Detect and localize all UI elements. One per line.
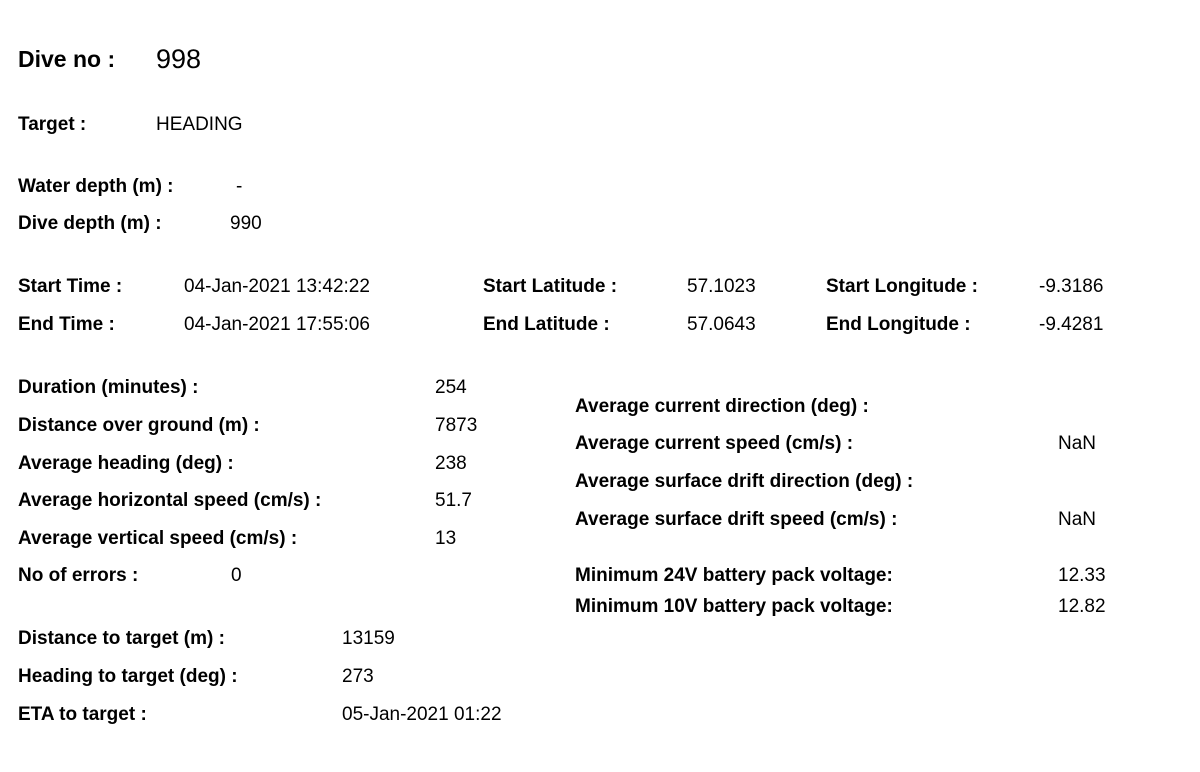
end-latitude-value: 57.0643: [687, 314, 756, 335]
average-heading-value: 238: [435, 453, 467, 474]
duration-value: 254: [435, 377, 467, 398]
dive-no-label: Dive no :: [18, 46, 116, 72]
min-24v-battery-value: 12.33: [1058, 565, 1106, 586]
start-time-label: Start Time :: [18, 276, 123, 297]
no-of-errors-value: 0: [231, 565, 242, 586]
start-longitude-value: -9.3186: [1039, 276, 1104, 297]
average-heading-label: Average heading (deg) :: [18, 453, 234, 474]
eta-to-target-value: 05-Jan-2021 01:22: [342, 704, 502, 725]
end-longitude-label: End Longitude :: [826, 314, 971, 335]
water-depth-value: -: [236, 176, 243, 197]
end-time-value: 04-Jan-2021 17:55:06: [184, 314, 370, 335]
heading-to-target-label: Heading to target (deg) :: [18, 666, 238, 687]
end-latitude-label: End Latitude :: [483, 314, 610, 335]
start-latitude-value: 57.1023: [687, 276, 756, 297]
min-24v-battery-label: Minimum 24V battery pack voltage:: [575, 565, 893, 586]
start-latitude-label: Start Latitude :: [483, 276, 618, 297]
eta-to-target-label: ETA to target :: [18, 704, 147, 725]
min-10v-battery-value: 12.82: [1058, 596, 1106, 617]
dive-depth-value: 990: [230, 213, 262, 234]
heading-to-target-value: 273: [342, 666, 374, 687]
start-time-value: 04-Jan-2021 13:42:22: [184, 276, 370, 297]
distance-over-ground-label: Distance over ground (m) :: [18, 415, 260, 436]
average-surface-drift-direction-label: Average surface drift direction (deg) :: [575, 471, 914, 492]
end-longitude-value: -9.4281: [1039, 314, 1104, 335]
average-vertical-speed-label: Average vertical speed (cm/s) :: [18, 528, 298, 549]
distance-to-target-label: Distance to target (m) :: [18, 628, 225, 649]
no-of-errors-label: No of errors :: [18, 565, 139, 586]
dive-no-value: 998: [156, 44, 202, 74]
average-horizontal-speed-label: Average horizontal speed (cm/s) :: [18, 490, 322, 511]
duration-label: Duration (minutes) :: [18, 377, 199, 398]
min-10v-battery-label: Minimum 10V battery pack voltage:: [575, 596, 893, 617]
average-surface-drift-speed-label: Average surface drift speed (cm/s) :: [575, 509, 898, 530]
distance-to-target-value: 13159: [342, 628, 395, 649]
target-label: Target :: [18, 114, 87, 135]
average-current-direction-label: Average current direction (deg) :: [575, 396, 869, 417]
distance-over-ground-value: 7873: [435, 415, 478, 436]
dive-depth-label: Dive depth (m) :: [18, 213, 162, 234]
start-longitude-label: Start Longitude :: [826, 276, 978, 297]
average-vertical-speed-value: 13: [435, 528, 457, 549]
average-horizontal-speed-value: 51.7: [435, 490, 472, 511]
target-value: HEADING: [156, 114, 243, 135]
average-surface-drift-speed-value: NaN: [1058, 509, 1097, 530]
average-current-speed-label: Average current speed (cm/s) :: [575, 433, 854, 454]
end-time-label: End Time :: [18, 314, 115, 335]
water-depth-label: Water depth (m) :: [18, 176, 174, 197]
average-current-speed-value: NaN: [1058, 433, 1097, 454]
